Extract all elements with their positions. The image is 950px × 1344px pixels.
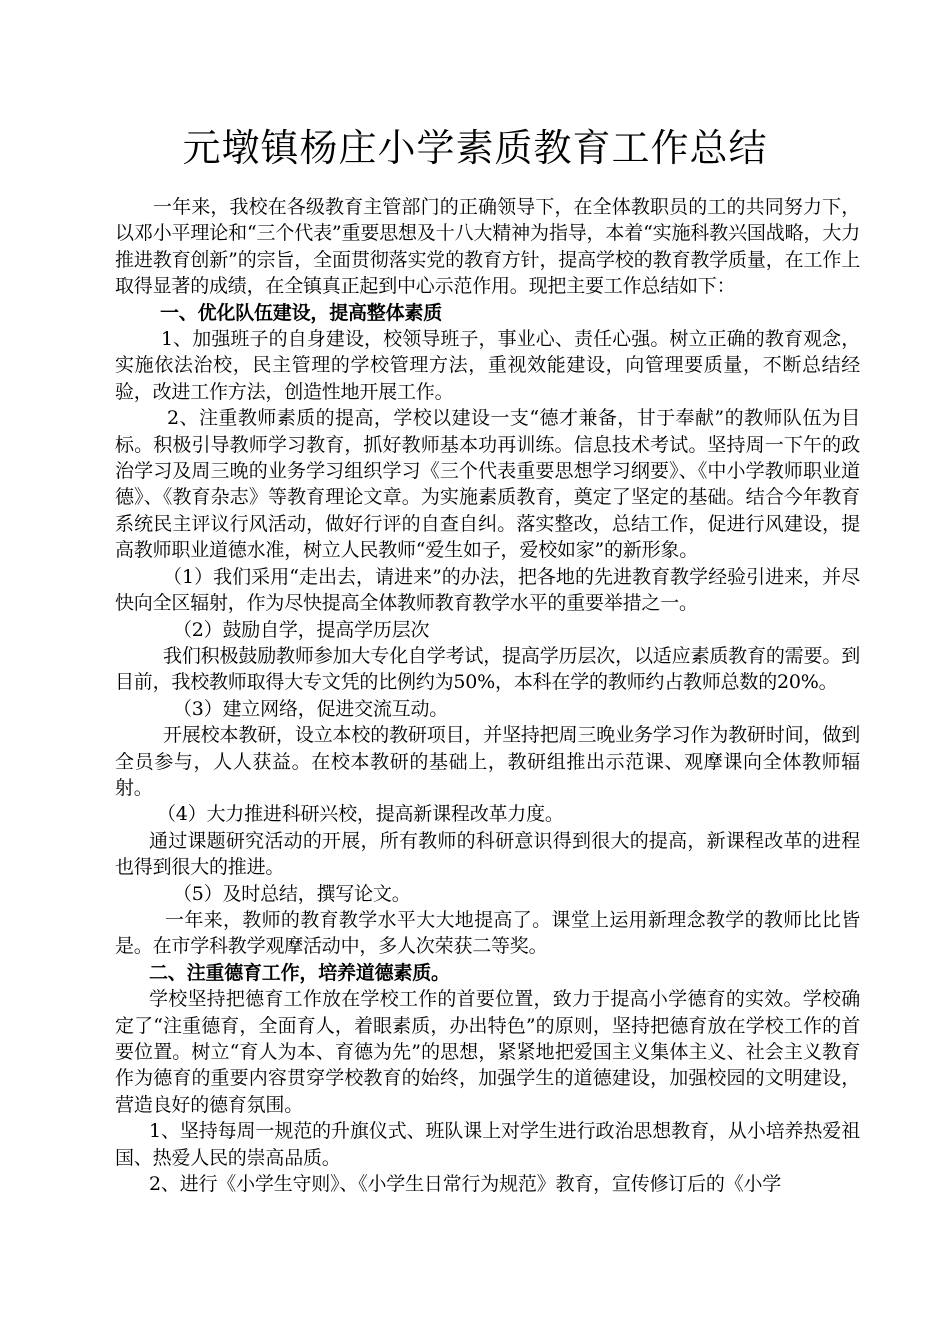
subheading: （4）大力推进科研兴校，提高新课程改革力度。 xyxy=(157,803,564,826)
paragraph: 我们积极鼓励教师参加大专化自学考试，提高学历层次，以适应素质教育的需要。到目前，我校教师取得大专文凭的比例约为50%，本科在学的教师约占教师总数的20%。 xyxy=(115,644,860,694)
paragraph: 一年来，教师的教育教学水平大大地提高了。课堂上运用新理念教学的教师比比皆是。在市学科教学观摩活动中，多人次荣获二等奖。 xyxy=(115,908,860,958)
paragraph: 开展校本教研，设立本校的教研项目，并坚持把周三晚业务学习作为教研时间，做到全员参与，人人获益。在校本教研的基础上，教研组推出示范课、观摩课向全体教师辐射。 xyxy=(115,724,860,799)
section-heading-1: 一、优化队伍建设，提高整体素质 xyxy=(160,301,443,324)
subheading: （5）及时总结，撰写论文。 xyxy=(173,882,411,905)
document-body xyxy=(115,194,860,1197)
subheading: （3）建立网络，促进交流互动。 xyxy=(173,697,449,720)
paragraph: 2、注重教师素质的提高，学校以建设一支“德才兼备，甘于奉献”的教师队伍为目标。积极引导教师学习教育，抓好教师基本功再训练。信息技术考试。坚持周一下午的政治学习及周三晚的业务学习组织学习《三个代表重要思想学习纲要》、《中小学教师职业道德》、《教育杂志》等教育理论文章。为实施素质教育，奠定了坚定的基础。结合今年教育系统民主评议行风活动，做好行评的自查自纠。落实整改，总结工作，促进行风建设，提高教师职业道德水准，树立人民教师“爱生如子，爱校如家”的新形象。 xyxy=(115,407,860,562)
paragraph: 2、进行《小学生守则》、《小学生日常行为规范》教育，宣传修订后的《小学 xyxy=(149,1173,782,1196)
section-heading-2: 二、注重德育工作，培养道德素质。 xyxy=(149,961,450,984)
intro-paragraph: 一年来，我校在各级教育主管部门的正确领导下，在全体教职员的工的共同努力下，以邓小平理论和“三个代表”重要思想及十八大精神为指导，本着“实施科教兴国战略，大力推进教育创新”的宗旨，全面贯彻落实党的教育方针，提高学校的教育教学质量，在工作上取得显著的成绩，在全镇真正起到中心示范作用。现把主要工作总结如下： xyxy=(115,196,860,298)
document-title: 元墩镇杨庄小学素质教育工作总结 xyxy=(182,126,768,170)
paragraph: 通过课题研究活动的开展，所有教师的科研意识得到很大的提高，新课程改革的进程也得到很大的推进。 xyxy=(115,829,860,879)
paragraph: 1、坚持每周一规范的升旗仪式、班队课上对学生进行政治思想教育，从小培养热爱祖国、热爱人民的崇高品质。 xyxy=(115,1120,860,1169)
paragraph: 1、加强班子的自身建设，校领导班子，事业心、责任心强。树立正确的教育观念，实施依法治校，民主管理的学校管理方法，重视效能建设，向管理要质量，不断总结经验，改进工作方法，创造性地开展工作。 xyxy=(115,328,860,403)
subheading: （2）鼓励自学，提高学历层次 xyxy=(173,618,430,641)
paragraph: （1）我们采用“走出去，请进来”的办法，把各地的先进教育教学经验引进来，并尽快向全区辐射，作为尽快提高全体教师教育教学水平的重要举措之一。 xyxy=(115,565,860,615)
paragraph: 学校坚持把德育工作放在学校工作的首要位置，致力于提高小学德育的实效。学校确定了“注重德育，全面育人，着眼素质，办出特色”的原则，坚持把德育放在学校工作的首要位置。树立“育人为本、育德为先”的思想，紧紧地把爱国主义集体主义、社会主义教育作为德育的重要内容贯穿学校教育的始终，加强学生的道德建设，加强校园的文明建设，营造良好的德育氛围。 xyxy=(115,988,860,1116)
